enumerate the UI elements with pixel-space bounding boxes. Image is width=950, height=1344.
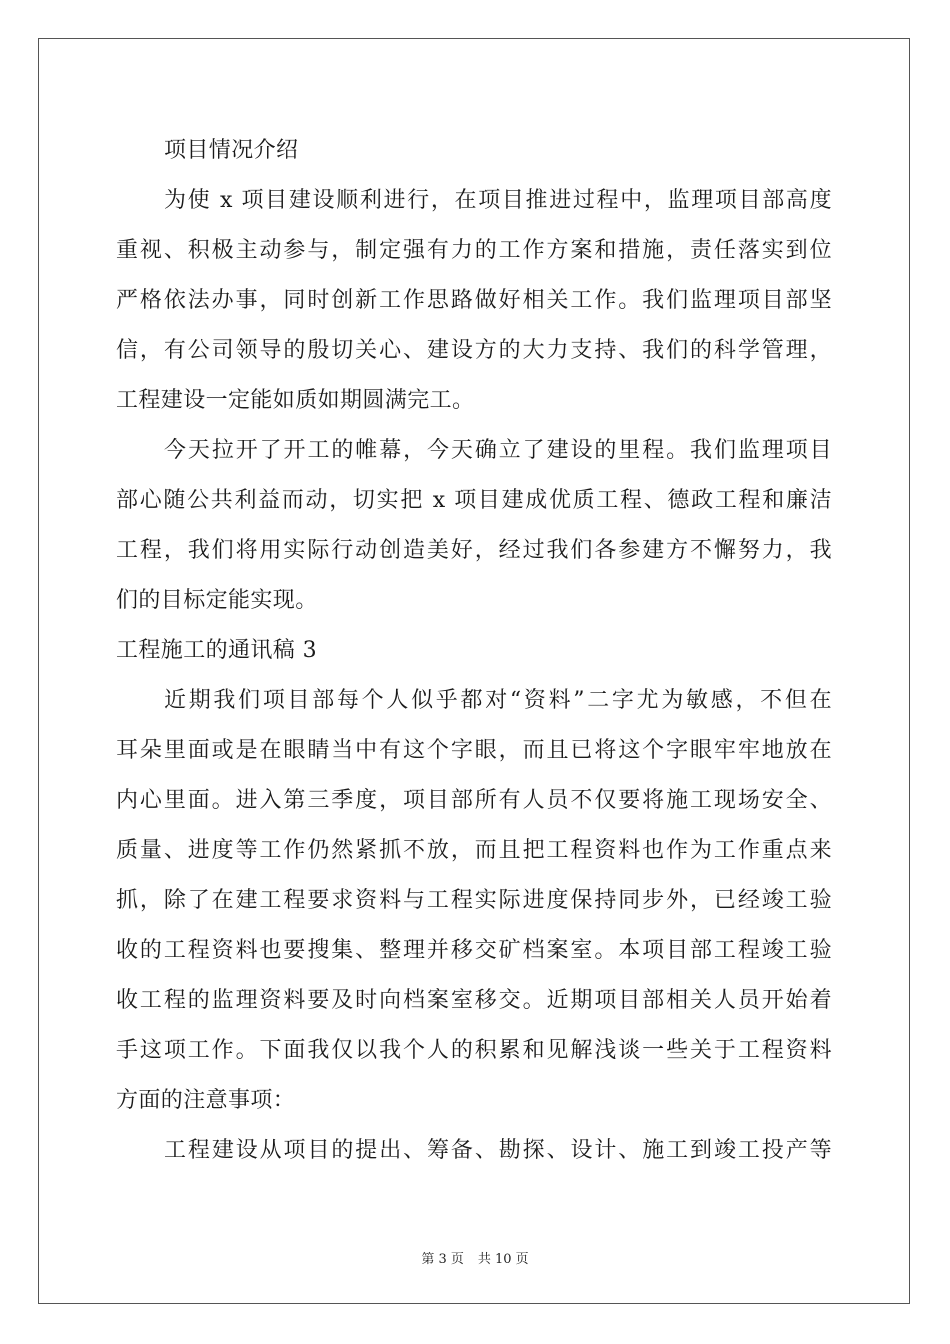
paragraph-line: 重视、积极主动参与，制定强有力的工作方案和措施，责任落实到位 bbox=[116, 238, 832, 263]
page-footer bbox=[0, 1248, 950, 1267]
document-body bbox=[116, 126, 832, 1176]
paragraph-line: 信，有公司领导的殷切关心、建设方的大力支持、我们的科学管理， bbox=[116, 338, 832, 363]
paragraph-line: 抓，除了在建工程要求资料与工程实际进度保持同步外，已经竣工验 bbox=[116, 888, 832, 913]
paragraph-line: 部心随公共利益而动，切实把 x 项目建成优质工程、德政工程和廉洁 bbox=[116, 488, 832, 513]
paragraph-line: 收工程的监理资料要及时向档案室移交。近期项目部相关人员开始着 bbox=[116, 988, 832, 1013]
paragraph-line: 收的工程资料也要搜集、整理并移交矿档案室。本项目部工程竣工验 bbox=[116, 938, 832, 963]
page-number: 第 3 页 bbox=[421, 1252, 464, 1267]
paragraph-line: 质量、进度等工作仍然紧抓不放，而且把工程资料也作为工作重点来 bbox=[116, 838, 832, 863]
paragraph-line: 为使 x 项目建设顺利进行，在项目推进过程中，监理项目部高度 bbox=[164, 188, 832, 213]
paragraph-line: 工程，我们将用实际行动创造美好，经过我们各参建方不懈努力，我 bbox=[116, 538, 832, 563]
page-total: 共 10 页 bbox=[477, 1252, 529, 1267]
paragraph-line: 工程建设从项目的提出、筹备、勘探、设计、施工到竣工投产等 bbox=[164, 1138, 832, 1163]
paragraph-line: 近期我们项目部每个人似乎都对“资料”二字尤为敏感，不但在 bbox=[164, 688, 832, 713]
section-heading: 项目情况介绍 bbox=[164, 138, 299, 163]
paragraph-line: 内心里面。进入第三季度，项目部所有人员不仅要将施工现场安全、 bbox=[116, 788, 832, 813]
paragraph-line: 耳朵里面或是在眼睛当中有这个字眼，而且已将这个字眼牢牢地放在 bbox=[116, 738, 832, 763]
paragraph-line: 今天拉开了开工的帷幕，今天确立了建设的里程。我们监理项目 bbox=[164, 438, 832, 463]
paragraph-line: 严格依法办事，同时创新工作思路做好相关工作。我们监理项目部坚 bbox=[116, 288, 832, 313]
paragraph-line: 方面的注意事项： bbox=[116, 1088, 296, 1113]
paragraph-line: 们的目标定能实现。 bbox=[116, 588, 318, 613]
paragraph-line: 手这项工作。下面我仅以我个人的积累和见解浅谈一些关于工程资料 bbox=[116, 1038, 832, 1063]
paragraph-line: 工程建设一定能如质如期圆满完工。 bbox=[116, 388, 475, 413]
article-title: 工程施工的通讯稿 3 bbox=[116, 638, 317, 663]
